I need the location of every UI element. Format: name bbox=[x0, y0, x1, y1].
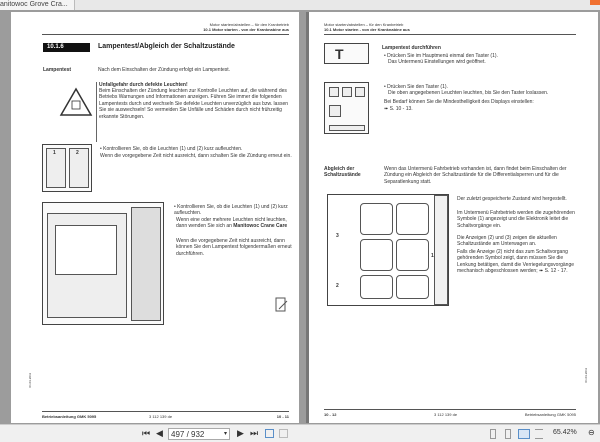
fig-label-3: 3 bbox=[336, 233, 339, 239]
header-rule bbox=[42, 34, 289, 35]
step-1: • Drücken Sie im Hauptmenü einmal den Taster (1). bbox=[384, 53, 498, 59]
step-2: • Drücken Sie den Taster (1). bbox=[384, 84, 448, 90]
text-contact bbox=[176, 217, 292, 230]
fig-label-1: 1 bbox=[53, 150, 56, 156]
fig-label-1: 1 bbox=[431, 253, 434, 259]
first-page-button[interactable]: ⏮ bbox=[142, 428, 151, 438]
right-page bbox=[306, 12, 598, 423]
step-title: Lampentest durchführen bbox=[382, 45, 441, 51]
step-1b: Das Untermenü Einstellungen wird geöffnet. bbox=[388, 59, 486, 65]
para-3: Die Anzeigen (2) und (3) zeigen die aktuellen Schaltzustände am Unterwagen an. bbox=[457, 235, 557, 248]
para-4: Falls die Anzeige (2) nicht das zum Schaltvorgang gehörenden Symbol zeigt, dann müssen Sie die Lenkung betätigen, damit die Verriegelungsvorgänge mechanisch abgeschlossen werden; ➠ S. 12 - 17. bbox=[457, 249, 575, 275]
tab-bar bbox=[0, 0, 600, 10]
warning-triangle-icon bbox=[59, 87, 93, 117]
footer-rule bbox=[324, 409, 576, 410]
left-page bbox=[11, 12, 299, 423]
rotate-icon[interactable] bbox=[265, 429, 274, 438]
accent-marker bbox=[590, 0, 600, 5]
warning-text: Beim Einschalten der Zündung leuchten zur Kontrolle Leuchten auf, die während des Betriebs Warnungen und Informationen anzeigen. Führen Sie immer die folgenden Lampentests durch und wechseln Sie defekte Leuchten unverzüglich aus bzw. lassen Sie sie auswechseln! So vermeiden Sie Unfälle und Schäden durch nicht frühzeitig erkannte Störungen. bbox=[99, 88, 289, 120]
next-page-button[interactable]: ▶ bbox=[237, 428, 244, 438]
header-rule bbox=[324, 34, 576, 35]
lampentest-label: Lampentest bbox=[43, 67, 72, 73]
text-ignition: Wenn die vorgegebene Zeit nicht ausreicht, dann schalten Sie die Zündung erneut ein. bbox=[100, 153, 292, 159]
note-icon bbox=[275, 297, 289, 313]
crane-care-link: Manitowoc Crane Care bbox=[233, 223, 288, 230]
page-header-1: Motor starten/abstellen – für den Kranbetrieb bbox=[324, 22, 404, 27]
footer-mid: 3 112 139 de bbox=[434, 412, 458, 417]
brightness-text: Bei Bedarf können Sie die Mindesthelligkeit des Displays einstellen: bbox=[384, 99, 534, 105]
para-1: Der zuletzt gespeicherte Zustand wird hergestellt. bbox=[457, 196, 567, 202]
section-title: Lampentest/Abgleich der Schaltzustände bbox=[98, 43, 235, 50]
page-header-2: 10.1 Motor starten - von der Kranknabine aus bbox=[324, 27, 410, 32]
brightness-link[interactable]: ➠ S. 10 - 13. bbox=[384, 106, 413, 112]
zoom-level[interactable]: 65.42% bbox=[553, 429, 577, 436]
footer-left: Betriebsanleitung GMK 5095 bbox=[42, 414, 97, 419]
two-page-view-icon[interactable] bbox=[518, 429, 530, 439]
side-code: 01.03.2011 bbox=[28, 372, 33, 388]
pdf-toolbar bbox=[0, 424, 600, 442]
intro-text: Nach dem Einschalten der Zündung erfolgt ein Lampentest. bbox=[98, 67, 231, 73]
footer-mid: 3 112 139 de bbox=[149, 414, 173, 419]
single-page-view-icon[interactable] bbox=[490, 429, 496, 439]
last-page-button[interactable]: ⏭ bbox=[250, 428, 259, 438]
copy-icon[interactable] bbox=[279, 429, 288, 438]
switch-state-figure bbox=[327, 194, 449, 306]
document-tab[interactable]: anitowoc Grove Cra... bbox=[0, 0, 75, 10]
zoom-out-icon[interactable]: ⊖ bbox=[588, 428, 595, 437]
side-code: 01.03.2011 bbox=[584, 367, 589, 383]
scroll-view-icon[interactable] bbox=[535, 429, 543, 439]
cab-display-figure bbox=[42, 202, 164, 325]
abgleich-text: Wenn das Untermenü Fahrbetrieb vorhanden ist, dann findet beim Einschalten der Zündung ein Abgleich der Schaltzustände für die Differentialsperren und für die Separatlenkung statt. bbox=[384, 166, 567, 185]
step-2b: Die oben angegebenen Leuchten leuchten, bis Sie den Taster loslassen. bbox=[388, 90, 549, 96]
para-2: Im Untermenü Fahrbetrieb werden die zugehörenden Symbole (1) angezeigt und die Elektronik leitet die Schaltvorgänge ein. bbox=[457, 210, 575, 229]
footer-right: Betriebsanleitung GMK 5095 bbox=[524, 412, 576, 417]
page-header-1: Motor starten/abstellen – für den Kranbetrieb bbox=[209, 22, 289, 27]
page-number-input[interactable]: 497 / 932 bbox=[168, 428, 230, 440]
contact-text: Wenn eine oder mehrere Leuchten nicht leuchten, dann wenden Sie sich an bbox=[176, 217, 287, 230]
lamp-panel-figure bbox=[42, 144, 92, 192]
prev-page-button[interactable]: ◀ bbox=[156, 428, 163, 438]
bullet-check-2: • Kontrollieren Sie, ob die Leuchten (1) und (2) kurz aufleuchten. bbox=[174, 204, 288, 217]
footer-page-number: 10 - 12 bbox=[324, 412, 337, 417]
page-dropdown-icon[interactable]: ▾ bbox=[224, 431, 228, 437]
section-number: 10.1.6 bbox=[43, 43, 90, 52]
abgleich-label: Abgleich der Schaltzustände bbox=[324, 166, 361, 179]
bullet-check-1: • Kontrollieren Sie, ob die Leuchten (1) und (2) kurz aufleuchten. bbox=[100, 146, 243, 152]
fig-label-2: 2 bbox=[336, 283, 339, 289]
text-repeat: Wenn die vorgegebene Zeit nicht ausreicht, dann können Sie den Lampentest folgendermaßen erneut durchführen. bbox=[176, 238, 292, 257]
warning-bar bbox=[96, 82, 97, 142]
settings-menu-figure bbox=[324, 82, 369, 134]
footer-rule bbox=[42, 411, 289, 412]
footer-page-number: 10 - 11 bbox=[276, 414, 289, 419]
continuous-view-icon[interactable] bbox=[505, 429, 511, 439]
page-header-2: 10.1 Motor starten - von der Kranknabine aus bbox=[203, 27, 289, 32]
menu-button-figure: T bbox=[324, 43, 369, 64]
fig-label-2: 2 bbox=[76, 150, 79, 156]
warning-title: Unfallgefahr durch defekte Leuchten! bbox=[99, 82, 188, 88]
